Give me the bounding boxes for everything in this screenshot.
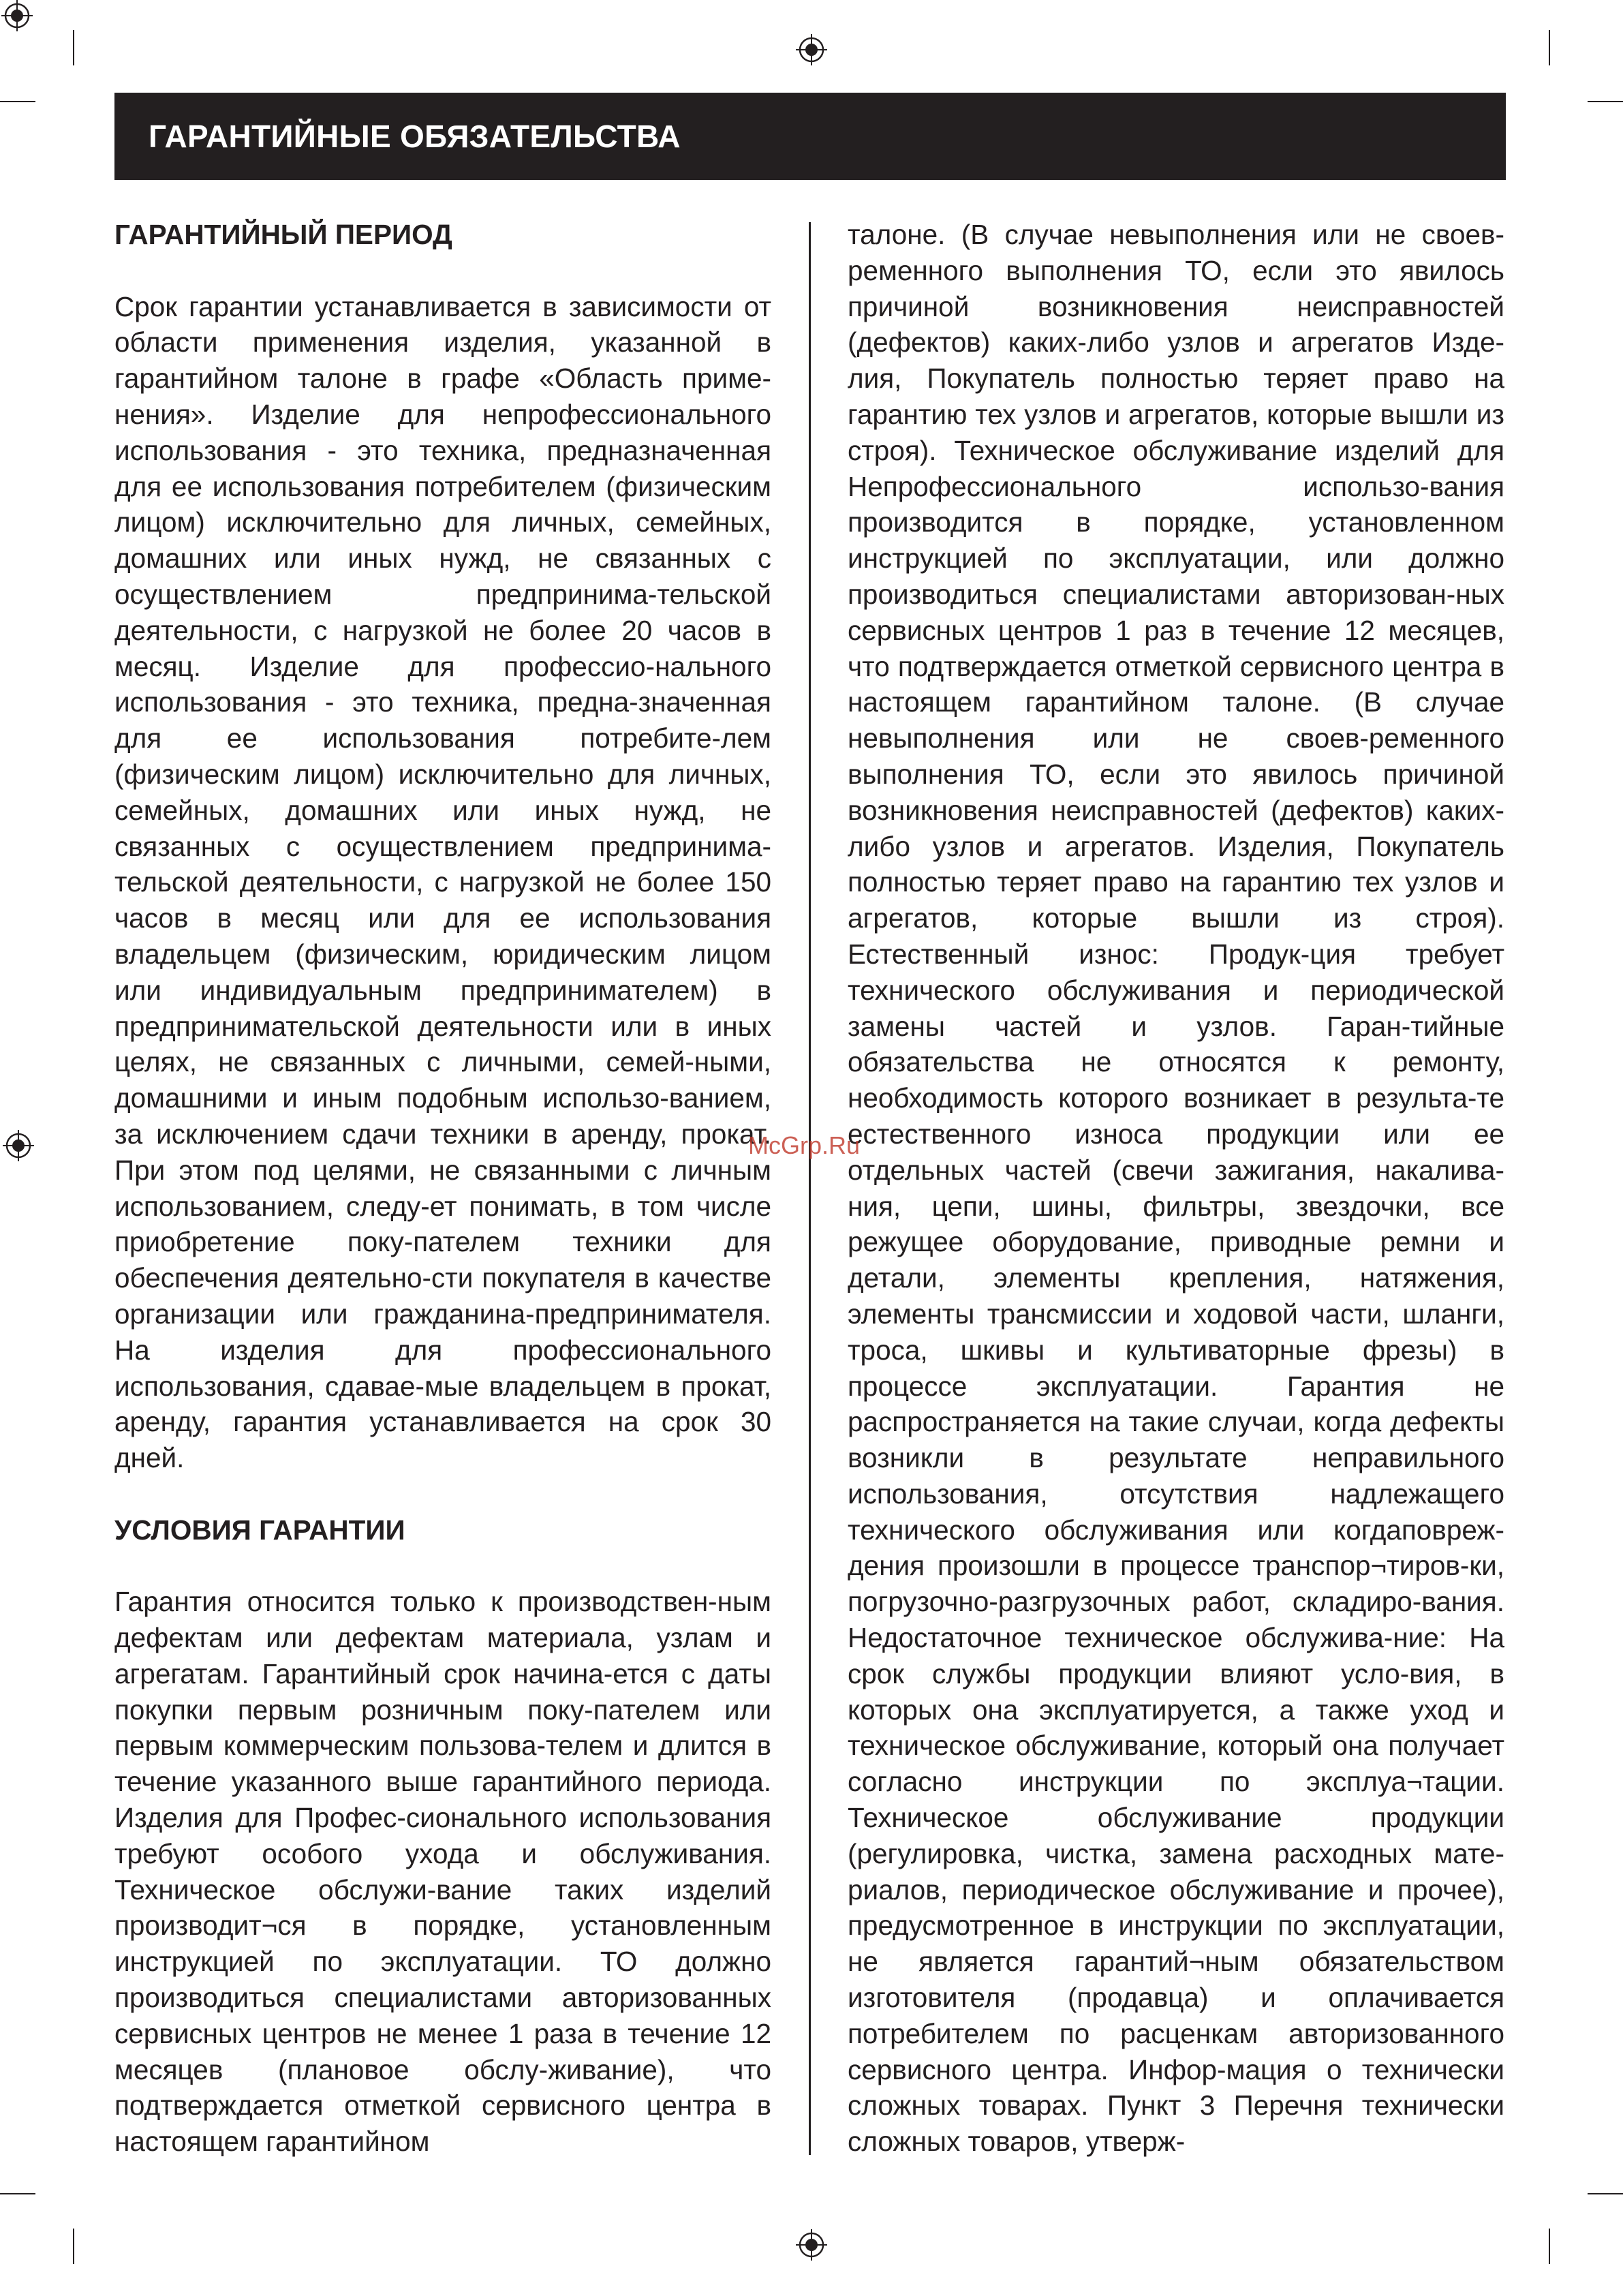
paragraph-warranty-continued: талоне. (В случае невыполнения или не своев-ременного выполнения ТО, если это явилось причиной возникновения неисправностей (дефектов) каких-либо узлов и агрегатов Изде-лия, Покупатель полностью теряет право на гарантию тех узлов и агрегатов, которые вышли из строя). Техническое обслуживание изделий для Непрофессионального использо-вания производится в порядке, установленном инструкцией по эксплуатации, или должно производиться специалистами авторизован-ных сервисных центров 1 раз в течение 12 месяцев, что подтверждается отметкой сервисного центра в настоящем гарантийном талоне. (В случае невыполнения или не своев-ременного выполнения ТО, если это явилось причиной возникновения неисправностей (дефектов) каких-либо узлов и агрегатов. Изделия, Покупатель полностью теряет право на гарантию тех узлов и агрегатов, которые вышли из строя). Естественный износ: Продук-ция требует технического обслуживания и периодической замены частей и узлов. Гаран-тийные обязательства не относятся к ремонту, необходимость которого возникает в результа-те естественного износа продукции или ее отдельных частей (свечи зажигания, накалива-ния, цепи, шины, фильтры, звездочки, все режущее оборудование, приводные ремни и детали, элементы крепления, натяжения, элементы трансмиссии и ходовой части, шланги, троса, шкивы и культиваторные фрезы) в процессе эксплуатации. Гарантия не распространяется на такие случаи, когда дефекты возникли в результате неправильного использования, отсутствия надлежащего технического обслуживания или когдаповреж-дения произошли в процессе транспор¬тиров-ки, погрузочно-разгрузочных работ, складиро-вания. Недостаточное техническое обслужива-ние: На срок службы продукции влияют усло-вия, в которых она эксплуатируется, а также уход и техническое обслуживание, который она получает согласно инструкции по эксплуа¬тации. Техническое обслуживание продукции (регулировка, чистка, замена расходных мате-риалов, периодическое обслуживание и прочее), предусмотренное в инструкции по эксплуатации, не является гарантий¬ным обязательством изготовителя (продавца) и оплачивается потребителем по расценкам авторизованного сервисного центра. Инфор-мация о технически сложных товарах. Пункт 3 Перечня технически сложных товаров, утверж-: [848, 219, 1504, 2158]
crop-mark-bottom-right-h: [1588, 2193, 1623, 2194]
crop-mark-top-right-h: [1588, 101, 1623, 102]
heading-warranty-period: ГАРАНТИЙНЫЙ ПЕРИОД: [114, 219, 452, 250]
crop-mark-top-right-v: [1549, 30, 1550, 65]
registration-mark-icon: [796, 34, 827, 65]
section-header-bar: [114, 93, 1506, 180]
registration-mark-icon: [3, 1130, 34, 1161]
paragraph-warranty-period: Срок гарантии устанавливается в зависимости от области применения изделия, указанной в гарантийном талоне в графе «Область приме-нения». Изделие для непрофессионального использования - это техника, предназначенная для ее использования потребителем (физическим лицом) исключительно для личных, семейных, домашних или иных нужд, не связанных с осуществлением предпринима-тельской деятельности, с нагрузкой не более 20 часов в месяц. Изделие для профессио-нального использования - это техника, предна-значенная для ее использования потребите-лем (физическим лицом) исключительно для личных, семейных, домашних или иных нужд, не связанных с осуществлением предпринима-тельской деятельности, с нагрузкой не более 150 часов в месяц или для ее использования владельцем (физическим, юридическим лицом или индивидуальным предпринимателем) в предпринимательской деятельности или в иных целях, не связанных с личными, семей-ными, домашними и иным подобным использо-ванием, за исключением сдачи техники в аренду, прокат. При этом под целями, не связанными с личным использованием, следу-ет понимать, в том числе приобретение поку-пателем техники для обеспечения деятельно-сти покупателя в качестве организации или гражданина-предпринимателя. На изделия для профессионального использования, сдавае-мые владельцем в прокат, аренду, гарантия устанавливается на срок 30 дней.: [114, 290, 771, 1474]
column-divider: [809, 222, 811, 2155]
right-column: [848, 217, 1504, 2160]
paragraph-warranty-conditions: Гарантия относится только к производствен-ным дефектам или дефектам материала, узлам и агрегатам. Гарантийный срок начина-ется с даты покупки первым розничным поку-пателем или первым коммерческим пользова-телем и длится в течение указанного выше гарантийного периода. Изделия для Профес-сионального использования требуют особого ухода и обслуживания. Техническое обслужи-вание таких изделий производит¬ся в порядке, установленным инструкцией по эксплуатации. ТО должно производиться специалистами авторизованных сервисных центров не менее 1 раза в течение 12 месяцев (плановое обслу-живание), что подтверждается отметкой сервисного центра в настоящем гарантийном: [114, 1586, 771, 2158]
crop-mark-top-left-h: [0, 101, 35, 102]
crop-mark-bottom-left-v: [73, 2229, 74, 2264]
crop-mark-top-left-v: [73, 30, 74, 65]
left-column: [114, 217, 771, 2160]
crop-mark-bottom-left-h: [0, 2193, 35, 2194]
registration-mark-icon: [796, 2229, 827, 2261]
watermark: McGrp.Ru: [748, 1131, 861, 1159]
heading-warranty-conditions: УСЛОВИЯ ГАРАНТИИ: [114, 1514, 405, 1546]
crop-mark-bottom-right-v: [1549, 2229, 1550, 2264]
registration-mark-icon: [1, 0, 33, 31]
page-title: ГАРАНТИЙНЫЕ ОБЯЗАТЕЛЬСТВА: [149, 119, 681, 154]
